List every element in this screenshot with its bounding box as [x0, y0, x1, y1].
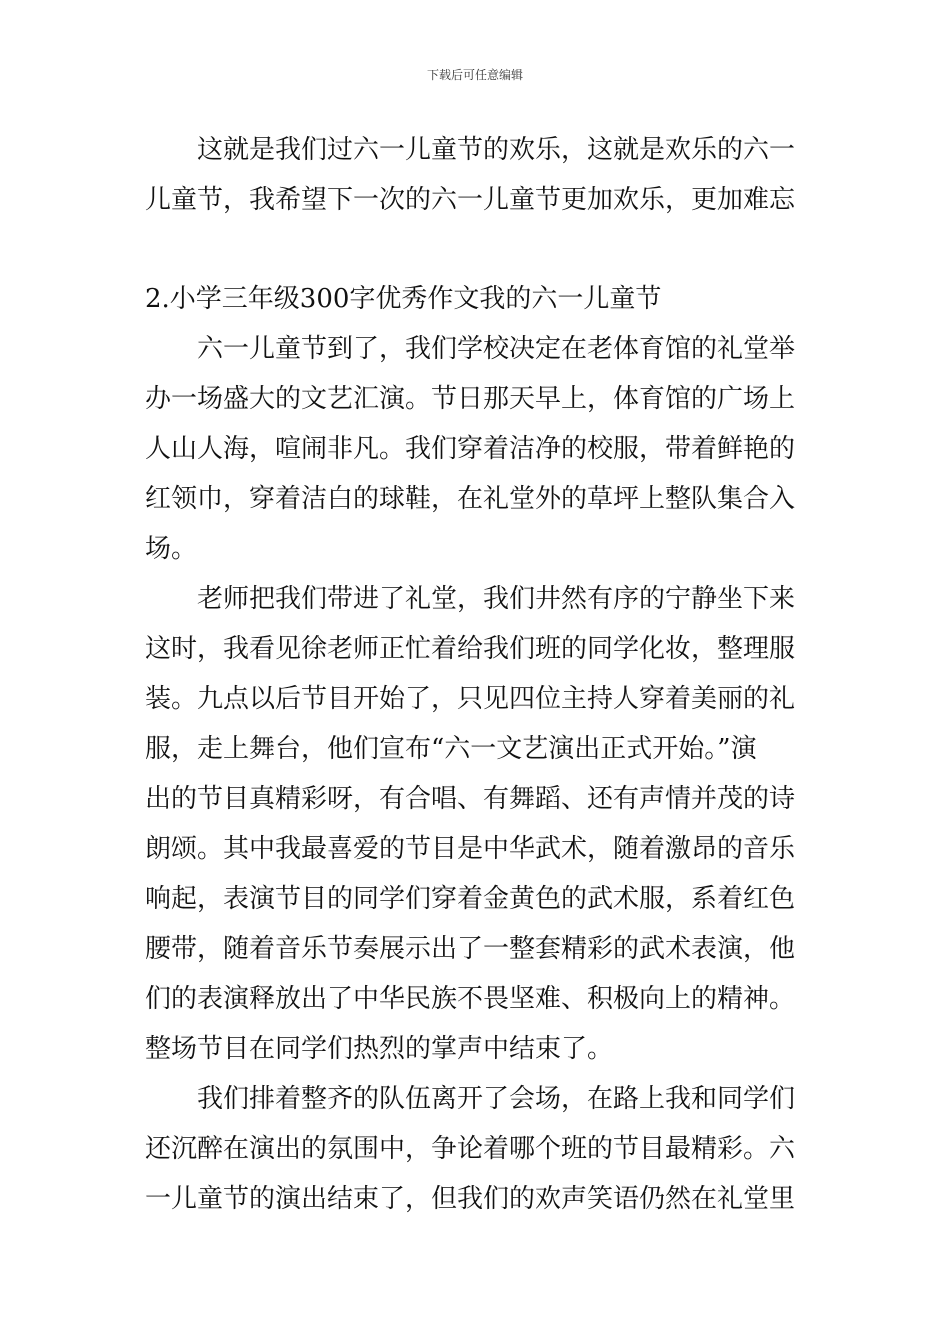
body-line: 一儿童节的演出结束了，但我们的欢声笑语仍然在礼堂里 [145, 1184, 796, 1214]
body-line: 儿童节，我希望下一次的六一儿童节更加欢乐，更加难忘 [145, 185, 796, 215]
body-line: 办一场盛大的文艺汇演。节日那天早上，体育馆的广场上 [145, 384, 796, 414]
body-line: 朗颂。其中我最喜爱的节目是中华武术，随着激昂的音乐 [145, 834, 796, 864]
body-line: 场。 [145, 534, 198, 564]
body-line: 还沉醉在演出的氛围中，争论着哪个班的节目最精彩。六 [145, 1134, 796, 1164]
section-heading: 2.小学三年级300字优秀作文我的六一儿童节 [145, 284, 662, 314]
page-header: 下载后可任意编辑 [426, 68, 523, 82]
body-line: 整场节目在同学们热烈的掌声中结束了。 [145, 1034, 614, 1064]
body-line: 我们排着整齐的队伍离开了会场，在路上我和同学们 [145, 1084, 796, 1114]
body-line: 响起，表演节目的同学们穿着金黄色的武术服，系着红色 [145, 884, 796, 914]
body-line: 服，走上舞台，他们宣布“六一文艺演出正式开始。”演 [145, 734, 757, 764]
body-line: 老师把我们带进了礼堂，我们井然有序的宁静坐下来 [145, 584, 796, 614]
body-line: 腰带，随着音乐节奏展示出了一整套精彩的武术表演，他 [145, 934, 796, 964]
body-line: 装。九点以后节目开始了，只见四位主持人穿着美丽的礼 [145, 684, 796, 714]
body-line: 这就是我们过六一儿童节的欢乐，这就是欢乐的六一 [145, 135, 796, 165]
body-line: 六一儿童节到了，我们学校决定在老体育馆的礼堂举 [145, 334, 796, 364]
body-line: 这时，我看见徐老师正忙着给我们班的同学化妆，整理服 [145, 634, 796, 664]
body-line: 出的节目真精彩呀，有合唱、有舞蹈、还有声情并茂的诗 [145, 784, 796, 814]
body-line: 们的表演释放出了中华民族不畏坚难、积极向上的精神。 [145, 984, 796, 1014]
body-line: 人山人海，喧闹非凡。我们穿着洁净的校服，带着鲜艳的 [145, 434, 796, 464]
body-line: 红领巾，穿着洁白的球鞋，在礼堂外的草坪上整队集合入 [145, 484, 796, 514]
